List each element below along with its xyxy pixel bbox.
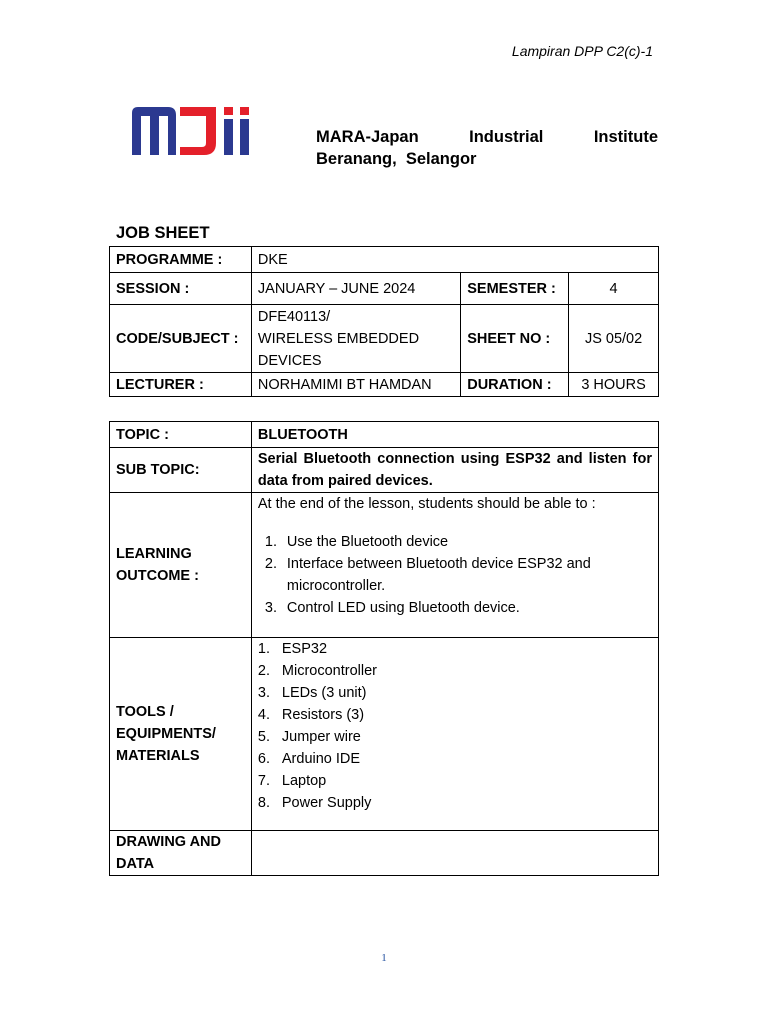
code-subject-label: CODE/SUBJECT :	[110, 305, 252, 373]
institution-name-line2: Beranang, Selangor	[316, 150, 477, 168]
drawing-data-value	[251, 831, 658, 876]
code-subject-row	[110, 305, 659, 373]
session-value: JANUARY – JUNE 2024	[251, 273, 460, 305]
list-item: 6. Arduino IDE	[257, 751, 361, 767]
learning-intro: At the end of the lesson, students should be able to :	[257, 496, 596, 512]
list-item: 3. Control LED using Bluetooth device.	[264, 600, 520, 616]
tools-label: TOOLS / EQUIPMENTS/ MATERIALS	[110, 638, 252, 831]
programme-row	[110, 247, 659, 273]
list-item: 7. Laptop	[257, 773, 327, 789]
details-table	[109, 421, 659, 876]
list-item: 2. Microcontroller	[257, 663, 377, 679]
institution-name-line1: MARA-Japan Industrial Institute	[316, 128, 658, 146]
list-item: 2. Interface between Bluetooth device ESP32 and microcontroller.	[264, 556, 591, 594]
info-table	[109, 246, 659, 397]
programme-value: DKE	[251, 247, 658, 273]
list-item: 1. Use the Bluetooth device	[264, 534, 449, 550]
learning-outcome-row	[110, 493, 659, 638]
mjii-logo	[132, 107, 262, 155]
subtopic-value: Serial Bluetooth connection using ESP32 and listen for data from paired devices.	[251, 448, 658, 493]
duration-value: 3 HOURS	[569, 373, 659, 397]
learning-outcome-list	[258, 531, 652, 619]
lecturer-label: LECTURER :	[110, 373, 252, 397]
document-reference: Lampiran DPP C2(c)-1	[511, 43, 653, 59]
topic-value: BLUETOOTH	[251, 422, 658, 448]
topic-label: TOPIC :	[110, 422, 252, 448]
list-item: 3. LEDs (3 unit)	[257, 685, 367, 701]
subtopic-row	[110, 448, 659, 493]
semester-label: SEMESTER :	[461, 273, 569, 305]
tools-content	[251, 638, 658, 831]
code-subject-value: DFE40113/ WIRELESS EMBEDDED DEVICES	[251, 305, 460, 373]
sheet-title: JOB SHEET	[116, 224, 210, 242]
session-label: SESSION :	[110, 273, 252, 305]
lecturer-row	[110, 373, 659, 397]
sheet-no-value: JS 05/02	[569, 305, 659, 373]
page-number: 1	[381, 952, 387, 964]
tools-row	[110, 638, 659, 831]
drawing-data-row	[110, 831, 659, 876]
list-item: 4. Resistors (3)	[257, 707, 365, 723]
subtopic-label: SUB TOPIC:	[110, 448, 252, 493]
list-item: 5. Jumper wire	[257, 729, 361, 745]
lecturer-value: NORHAMIMI BT HAMDAN	[251, 373, 460, 397]
list-item: 1. ESP32	[257, 641, 328, 657]
drawing-data-label: DRAWING AND DATA	[110, 831, 252, 876]
sheet-no-label: SHEET NO :	[461, 305, 569, 373]
programme-label: PROGRAMME :	[110, 247, 252, 273]
topic-row	[110, 422, 659, 448]
duration-label: DURATION :	[461, 373, 569, 397]
list-item: 8. Power Supply	[257, 795, 372, 811]
tools-list	[258, 638, 652, 814]
semester-value: 4	[569, 273, 659, 305]
session-row	[110, 273, 659, 305]
institution-name	[316, 126, 658, 170]
learning-outcome-label: LEARNING OUTCOME :	[110, 493, 252, 638]
learning-outcome-content	[251, 493, 658, 638]
